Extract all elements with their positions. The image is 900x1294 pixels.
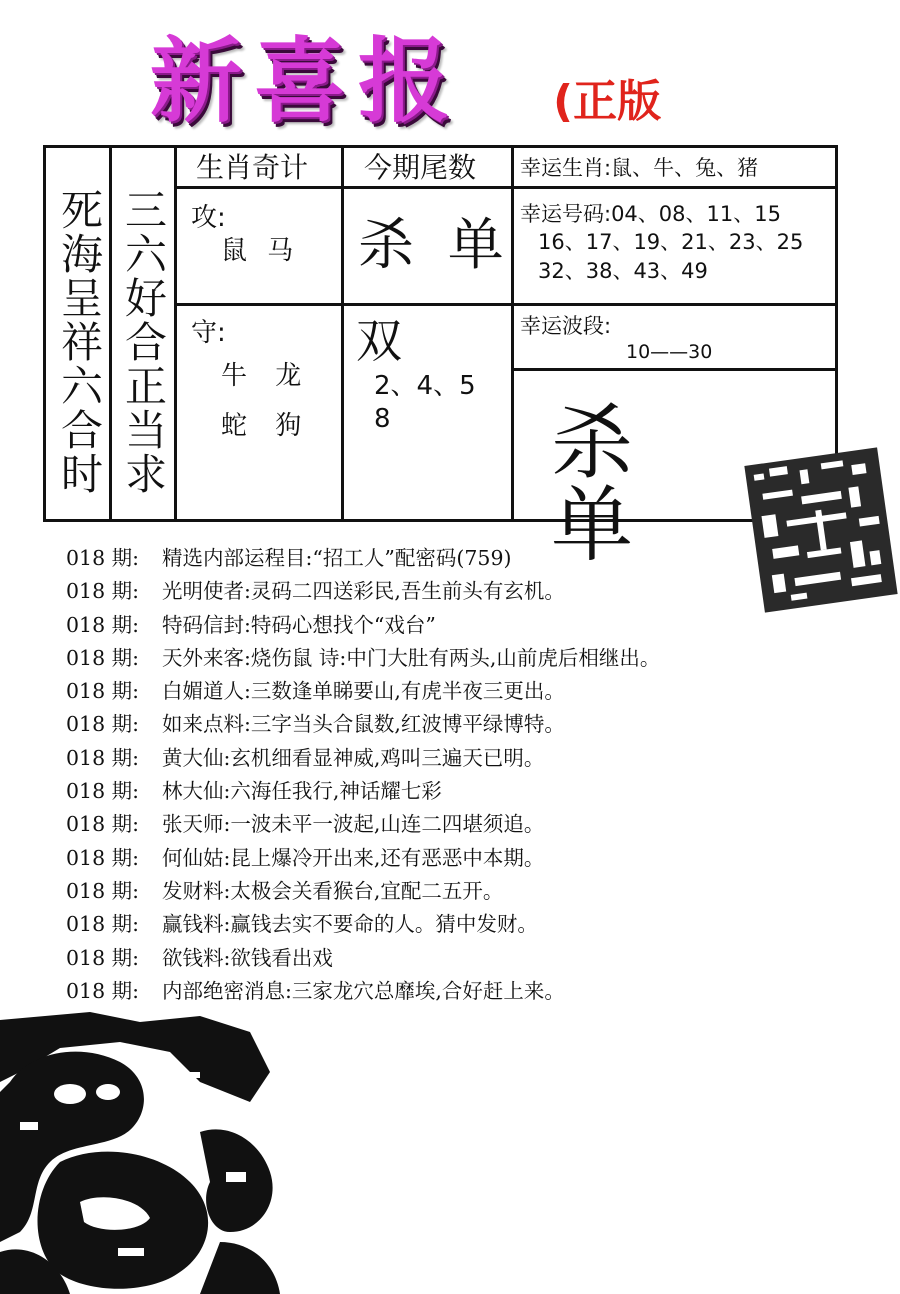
list-item: 018 期: 特码信封:特码心想找个“戏台” xyxy=(66,612,436,637)
lucky-wave-range: 10——30 xyxy=(626,341,713,363)
kill-label-top: 杀 单 xyxy=(358,213,512,278)
list-item: 018 期: 如来点料:三字当头合鼠数,红波博平绿博特。 xyxy=(66,712,565,737)
forecast-list xyxy=(66,542,896,1008)
tail-even-label: 双 xyxy=(356,314,402,368)
list-item: 018 期: 天外来客:烧伤鼠 诗:中门大肚有两头,山前虎后相继出。 xyxy=(66,645,661,670)
edition-label: (正版 xyxy=(553,76,662,127)
defend-zodiacs-2: 蛇 狗 xyxy=(221,411,312,441)
list-item: 018 期: 发财料:太极会关看猴台,宜配二五开。 xyxy=(66,878,504,903)
defend-label: 守: xyxy=(191,318,226,348)
zodiac-plan-header: 生肖奇计 xyxy=(196,151,309,184)
attack-zodiacs: 鼠 马 xyxy=(221,236,300,266)
defend-zodiacs-1: 牛 龙 xyxy=(221,361,312,391)
list-item: 018 期: 精选内部运程目:“招工人”配密码(759) xyxy=(66,546,512,570)
kill-label-big: 杀 单 xyxy=(551,396,674,573)
list-item: 018 期: 白媚道人:三数逢单睇要山,有虎半夜三更出。 xyxy=(66,679,565,704)
newspaper-title: 新喜报 xyxy=(150,28,463,135)
list-item: 018 期: 赢钱料:赢钱去实不要命的人。猜中发财。 xyxy=(66,912,538,937)
list-item: 018 期: 光明使者:灵码二四送彩民,吾生前头有玄机。 xyxy=(66,579,565,604)
list-item: 018 期: 内部绝密消息:三家龙穴总靡埃,合好赶上来。 xyxy=(66,978,565,1003)
attack-label: 攻: xyxy=(191,203,226,233)
lucky-numbers-line2: 16、17、19、21、23、25 xyxy=(538,230,804,254)
tail-number-header: 今期尾数 xyxy=(364,151,477,184)
vertical-slogan-1: 死海呈祥六合时 xyxy=(55,188,104,496)
lucky-numbers-line3: 32、38、43、49 xyxy=(538,259,708,283)
list-item: 018 期: 张天师:一波未平一波起,山连二四堪须追。 xyxy=(66,812,545,837)
list-item: 018 期: 黄大仙:玄机细看显神威,鸡叫三遍天已明。 xyxy=(66,745,545,770)
tiger-illustration-icon xyxy=(0,1012,280,1294)
list-item: 018 期: 欲钱料:欲钱看出戏 xyxy=(66,945,333,970)
lucky-zodiac: 幸运生肖:鼠、牛、兔、猪 xyxy=(520,156,759,180)
vertical-slogan-2: 三六好合正当求 xyxy=(119,188,168,496)
tail-numbers-2: 8 xyxy=(374,404,391,434)
lucky-wave-label: 幸运波段: xyxy=(520,314,612,338)
list-item: 018 期: 何仙姑:昆上爆冷开出来,还有恶恶中本期。 xyxy=(66,845,545,870)
list-item: 018 期: 林大仙:六海任我行,神话耀七彩 xyxy=(66,779,442,804)
lucky-numbers-line1: 幸运号码:04、08、11、15 xyxy=(520,202,781,226)
tail-numbers-1: 2、4、5 xyxy=(374,371,476,401)
